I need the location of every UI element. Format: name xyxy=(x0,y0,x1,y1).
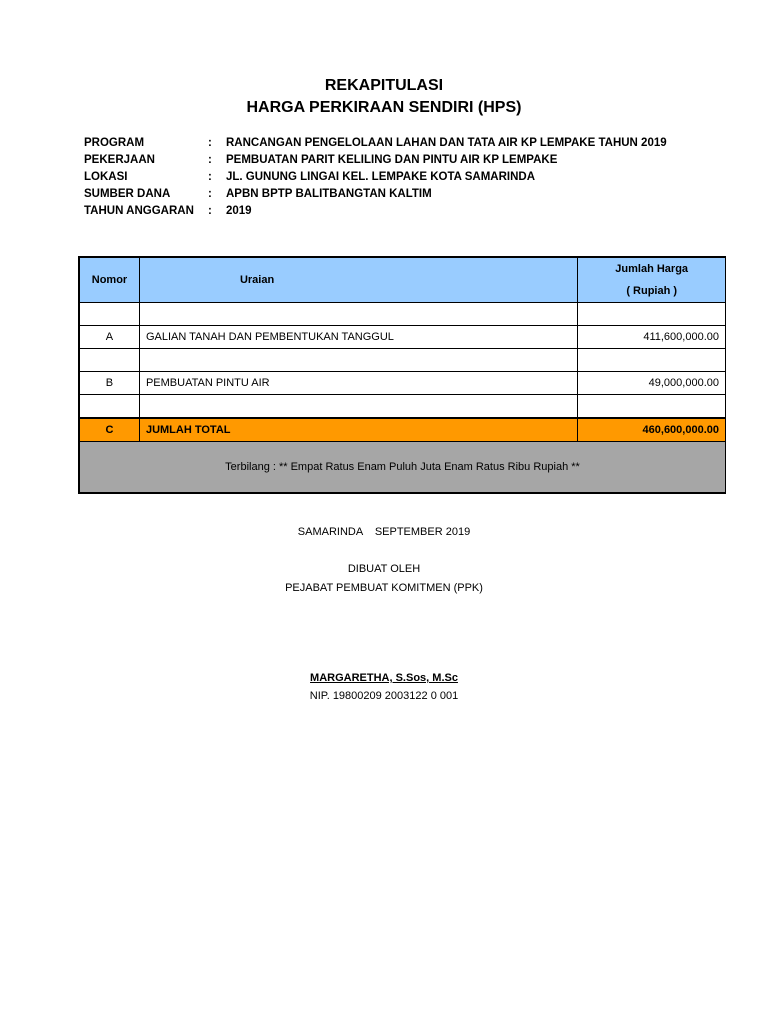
terbilang-row xyxy=(79,442,726,494)
made-by: DIBUAT OLEH xyxy=(347,563,421,575)
cell-jumlah xyxy=(578,395,726,419)
terbilang-text: Terbilang : ** Empat Ratus Enam Puluh Juta Enam Ratus Ribu Rupiah ** xyxy=(79,442,726,494)
info-colon: : xyxy=(208,204,212,217)
info-colon: : xyxy=(208,170,212,183)
signer-nip: NIP. 19800209 2003122 0 001 xyxy=(309,690,459,702)
info-label: SUMBER DANA xyxy=(84,187,171,200)
info-label: LOKASI xyxy=(84,170,128,183)
table-row xyxy=(79,303,726,326)
signer-position: PEJABAT PEMBUAT KOMITMEN (PPK) xyxy=(285,582,483,594)
info-label: PEKERJAAN xyxy=(84,153,155,166)
cell-jumlah xyxy=(578,349,726,372)
signer-name-wrap xyxy=(0,672,768,684)
info-colon: : xyxy=(208,136,212,149)
info-value: PEMBUATAN PARIT KELILING DAN PINTU AIR KP LEMPAKE xyxy=(226,153,558,166)
total-amount: 460,600,000.00 xyxy=(578,418,726,442)
info-colon: : xyxy=(208,187,212,200)
table-row xyxy=(79,395,726,419)
cell-uraian: PEMBUATAN PINTU AIR xyxy=(139,372,577,395)
cell-jumlah: 49,000,000.00 xyxy=(578,372,726,395)
document-subtitle: HARGA PERKIRAAN SENDIRI (HPS) xyxy=(246,99,522,116)
header-nomor: Nomor xyxy=(79,257,139,303)
info-row-program xyxy=(84,134,667,151)
info-row-sumber-dana xyxy=(84,185,667,202)
table-header-row xyxy=(79,257,726,303)
cell-nomor: B xyxy=(79,372,139,395)
info-value: RANCANGAN PENGELOLAAN LAHAN DAN TATA AIR KP LEMPAKE TAHUN 2019 xyxy=(226,136,667,149)
header-uraian: Uraian xyxy=(139,257,577,303)
header-jumlah-line2: ( Rupiah ) xyxy=(626,285,678,297)
total-row xyxy=(79,418,726,442)
cell-nomor: A xyxy=(79,326,139,349)
cell-nomor xyxy=(79,395,139,419)
info-value: 2019 xyxy=(226,204,252,217)
cell-uraian xyxy=(139,349,577,372)
cell-uraian: GALIAN TANAH DAN PEMBENTUKAN TANGGUL xyxy=(139,326,577,349)
document-title: REKAPITULASI xyxy=(324,77,444,94)
cell-jumlah xyxy=(578,303,726,326)
cell-jumlah: 411,600,000.00 xyxy=(578,326,726,349)
table-row xyxy=(79,349,726,372)
cell-uraian xyxy=(139,395,577,419)
hps-table xyxy=(78,256,726,494)
info-value: APBN BPTP BALITBANGTAN KALTIM xyxy=(226,187,432,200)
cell-nomor xyxy=(79,303,139,326)
info-row-tahun-anggaran xyxy=(84,202,667,219)
info-value: JL. GUNUNG LINGAI KEL. LEMPAKE KOTA SAMARINDA xyxy=(226,170,536,183)
info-block xyxy=(84,134,667,219)
info-row-pekerjaan xyxy=(84,151,667,168)
info-row-lokasi xyxy=(84,168,667,185)
cell-uraian xyxy=(139,303,577,326)
cell-nomor xyxy=(79,349,139,372)
info-colon: : xyxy=(208,153,212,166)
table-row xyxy=(79,372,726,395)
info-label: PROGRAM xyxy=(84,136,145,149)
total-nomor: C xyxy=(79,418,139,442)
table-row xyxy=(79,326,726,349)
total-label: JUMLAH TOTAL xyxy=(139,418,577,442)
info-label: TAHUN ANGGARAN xyxy=(84,204,194,217)
place-date: SAMARINDA SEPTEMBER 2019 xyxy=(297,526,471,538)
header-jumlah-line1: Jumlah Harga xyxy=(615,263,689,275)
header-jumlah-harga xyxy=(578,257,726,303)
signer-name: MARGARETHA, S.Sos, M.Sc xyxy=(310,672,458,684)
